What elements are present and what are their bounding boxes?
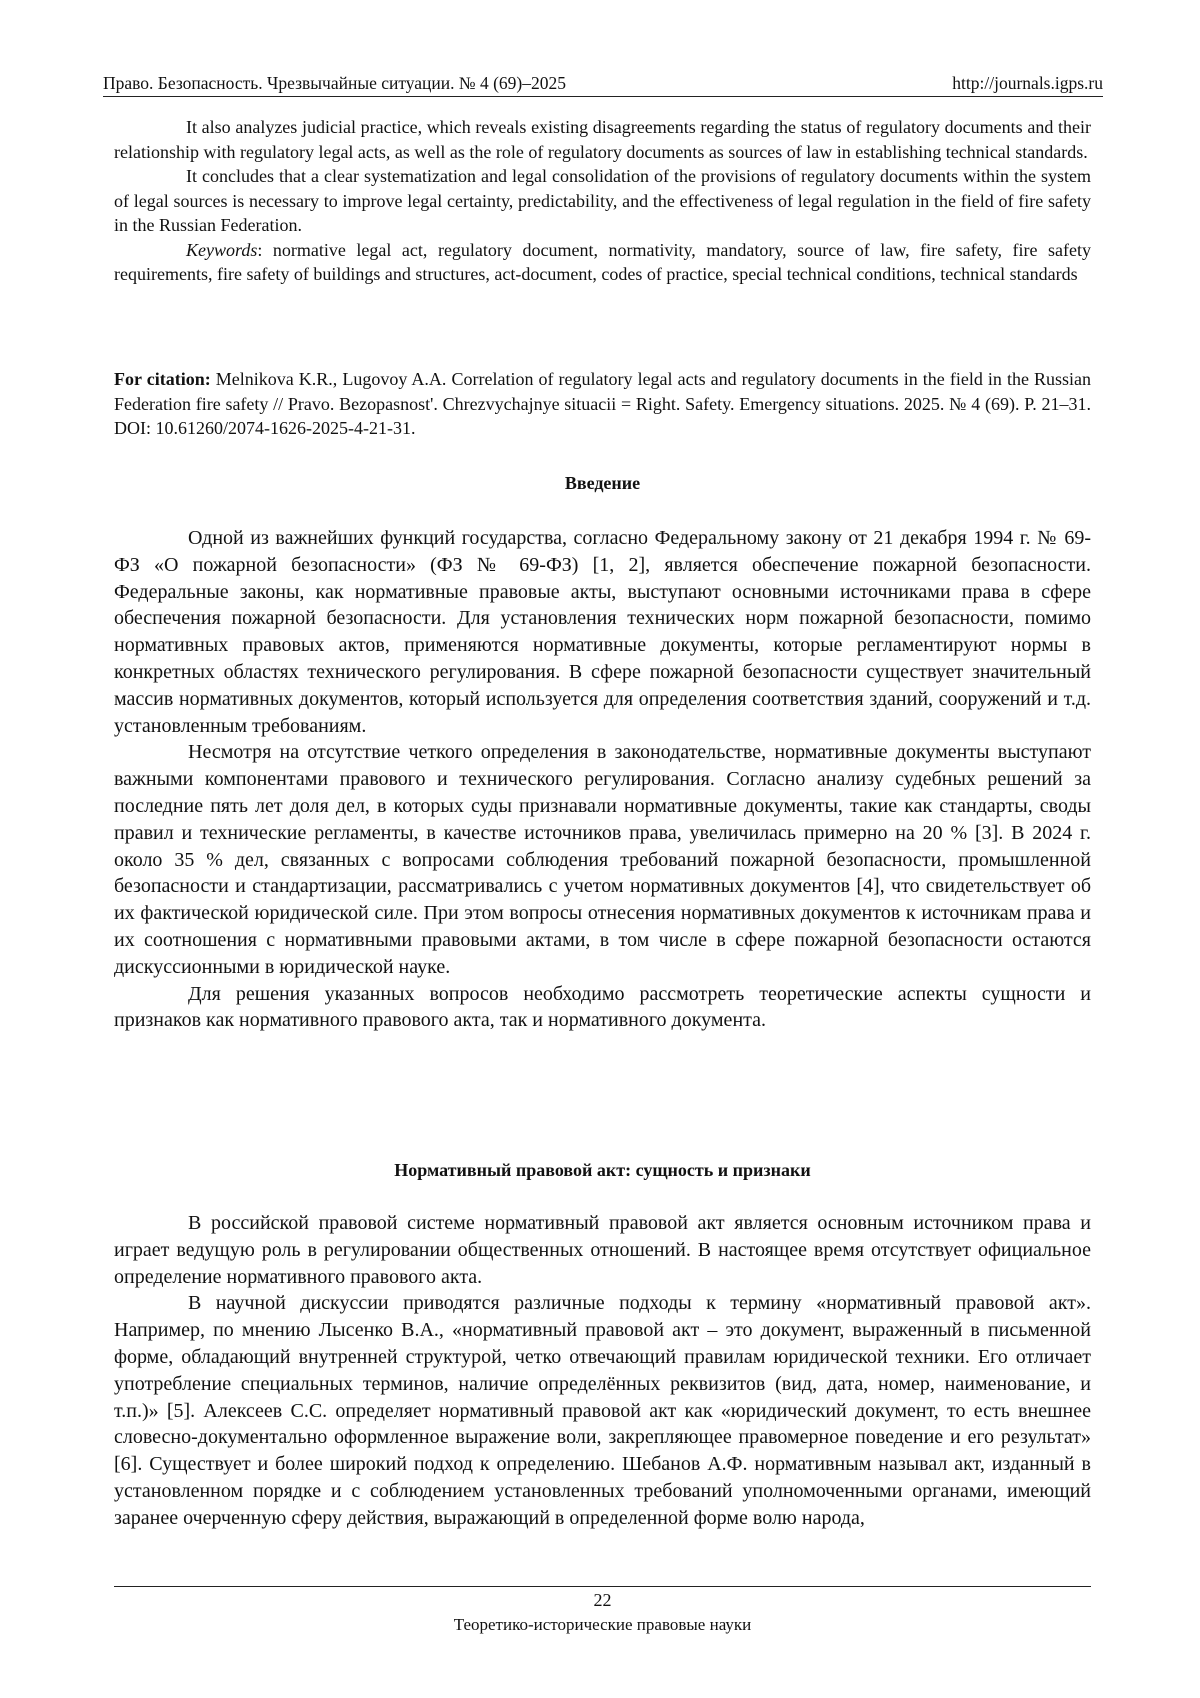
citation-label: For citation: <box>114 369 211 389</box>
keywords-text: : normative legal act, regulatory document, normativity, mandatory, source of law, fire safety, fire safety requirements, fire safety of buildings and structures, act-document, codes of practice, special technical conditions, technical standards <box>114 239 1091 284</box>
abstract-paragraph: It concludes that a clear systematization and legal consolidation of the provisions of regulatory documents within the system of legal sources is necessary to improve legal certainty, predictability, and the effectiveness of legal regulation in the field of fire safety in the Russian Federation. <box>114 166 1091 235</box>
legal-act-body <box>114 1210 1091 1532</box>
keywords-paragraph <box>114 238 1091 287</box>
body-paragraph: Одной из важнейших функций государства, согласно Федеральному закону от 21 декабря 1994 г. № 69-ФЗ «О пожарной безопасности» (ФЗ № 69-ФЗ) [1, 2], является обеспечение пожарной безопасности. Федеральные законы, как нормативные правовые акты, выступают основными источниками права в сфере обеспечения пожарной безопасности. Для установления технических норм пожарной безопасности, помимо нормативных правовых актов, применяются нормативные документы, которые регламентируют нормы в конкретных областях технического регулирования. В сфере пожарной безопасности существует значительный массив нормативных документов, который используется для определения соответствия зданий, сооружений и т.д. установленным требованиям. <box>114 527 1091 737</box>
running-header <box>103 72 1103 97</box>
body-paragraph: В научной дискуссии приводятся различные подходы к термину «нормативный правовой акт». Например, по мнению Лысенко В.А., «нормативный правовой акт – это документ, выраженный в письменной форме, обладающий внутренней структурой, четко отвечающий правилам юридической техники. Его отличает употребление специальных терминов, наличие определённых реквизитов (вид, дата, номер, наименование, и т.п.)» [5]. Алексеев С.С. определяет нормативный правовой акт как «юридический документ, то есть внешнее словесно-документально оформленное выражение воли, закрепляющее правомерное поведение и его результат» [6]. Существует и более широкий подход к определению. Шебанов А.Ф. нормативным называл акт, изданный в установленном порядке и с соблюдением установленных требований уполномоченными органами, имеющий заранее очерченную сферу действия, выражающий в определенной форме волю народа, <box>114 1292 1091 1529</box>
section-title-introduction: Введение <box>564 473 641 493</box>
journal-title: Право. Безопасность. Чрезвычайные ситуации. № 4 (69)–2025 <box>103 73 567 93</box>
citation-text: Melnikova K.R., Lugovoy A.A. Correlation of regulatory legal acts and regulatory documents in the field in the Russian Federation fire safety // Pravo. Bezopasnost'. Chrezvychajnye situacii = Right. Safety. Emergency situations. 2025. № 4 (69). P. 21–31. DOI: 10.61260/2074-1626-2025-4-21-31. <box>114 369 1091 438</box>
abstract-continuation <box>114 115 1091 287</box>
introduction-body <box>114 525 1091 1034</box>
page-number: 22 <box>593 1590 612 1610</box>
journal-url: http://journals.igps.ru <box>952 73 1103 93</box>
footer-divider <box>114 1586 1091 1587</box>
body-paragraph: В российской правовой системе нормативный правовой акт является основным источником права и играет ведущую роль в регулировании общественных отношений. В настоящее время отсутствует официальное определение нормативного правового акта. <box>114 1212 1091 1288</box>
keywords-label: Keywords <box>186 239 258 260</box>
citation-paragraph <box>114 367 1091 441</box>
abstract-paragraph: It also analyzes judicial practice, which reveals existing disagreements regarding the status of regulatory documents and their relationship with regulatory legal acts, as well as the role of regulatory documents as sources of law in establishing technical standards. <box>114 117 1091 162</box>
body-paragraph: Для решения указанных вопросов необходимо рассмотреть теоретические аспекты сущности и признаков как нормативного правового акта, так и нормативного документа. <box>114 982 1091 1032</box>
body-paragraph: Несмотря на отсутствие четкого определения в законодательстве, нормативные документы выступают важными компонентами правового и технического регулирования. Согласно анализу судебных решений за последние пять лет доля дел, в которых суды признавали нормативные документы, такие как стандарты, своды правил и технические регламенты, в качестве источников права, увеличилась примерно на 20 % [3]. В 2024 г. около 35 % дел, связанных с вопросами соблюдения требований пожарной безопасности, промышленной безопасности и стандартизации, рассматривались с учетом нормативных документов [4], что свидетельствует об их фактической юридической силе. При этом вопросы отнесения нормативных документов к источникам права и их соотношения с нормативными правовыми актами, в том числе в сфере пожарной безопасности остаются дискуссионными в юридической науке. <box>114 741 1091 978</box>
section-title-legal-act: Нормативный правовой акт: сущность и признаки <box>394 1160 811 1180</box>
footer-section-name: Теоретико-исторические правовые науки <box>453 1615 752 1634</box>
